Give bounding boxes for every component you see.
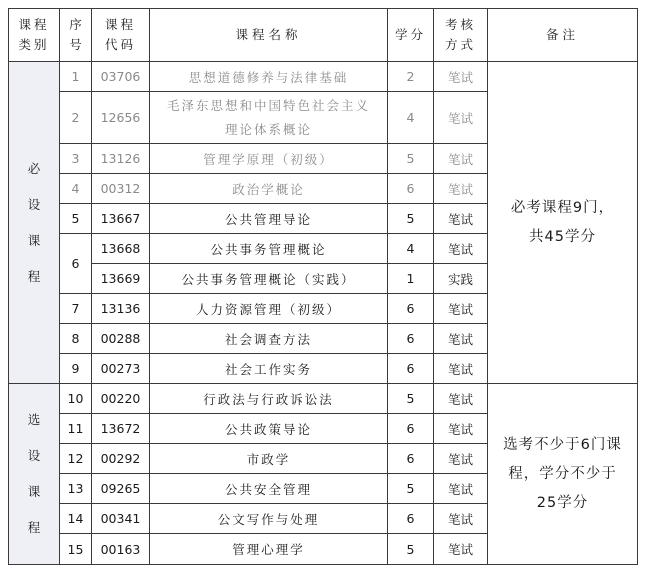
row-code: 13669 [92,264,150,294]
row-course-name: 政治学概论 [150,174,388,204]
row-exam: 笔试 [434,474,488,504]
header-exam: 考核 方式 [434,9,488,62]
row-exam: 笔试 [434,504,488,534]
row-credit: 6 [388,414,434,444]
row-exam: 实践 [434,264,488,294]
row-course-name: 思想道德修养与法律基础 [150,62,388,92]
curriculum-table [8,8,638,565]
row-course-name: 社会工作实务 [150,354,388,384]
row-course-name: 管理学原理（初级） [150,144,388,174]
row-exam: 笔试 [434,144,488,174]
row-code: 00273 [92,354,150,384]
table-row [9,384,638,414]
row-seq: 5 [60,204,92,234]
row-credit: 5 [388,144,434,174]
row-seq: 3 [60,144,92,174]
row-exam: 笔试 [434,414,488,444]
row-seq: 12 [60,444,92,474]
remark-elective-line2: 程，学分不少于 [508,465,617,482]
row-exam: 笔试 [434,92,488,144]
row-course-name: 人力资源管理（初级） [150,294,388,324]
row-credit: 6 [388,294,434,324]
table-row [9,62,638,92]
row-code: 00220 [92,384,150,414]
row-code: 13672 [92,414,150,444]
row-credit: 4 [388,92,434,144]
header-credit: 学分 [388,9,434,62]
row-course-name: 公共安全管理 [150,474,388,504]
row-course-name: 公共事务管理概论 [150,234,388,264]
row-code: 00288 [92,324,150,354]
row-seq: 2 [60,92,92,144]
row-course-name: 行政法与行政诉讼法 [150,384,388,414]
row-credit: 5 [388,204,434,234]
remark-required-line2: 共45学分 [529,228,596,245]
row-seq: 8 [60,324,92,354]
row-exam: 笔试 [434,384,488,414]
row-code: 13136 [92,294,150,324]
remark-elective-line3: 25学分 [536,494,589,511]
header-name: 课程名称 [150,9,388,62]
header-category: 课程 类别 [9,9,60,62]
remark-required [488,62,638,384]
row-credit: 5 [388,384,434,414]
row-course-name: 管理心理学 [150,534,388,565]
header-remark: 备注 [488,9,638,62]
remark-elective [488,384,638,565]
row-code: 00163 [92,534,150,565]
header-seq: 序 号 [60,9,92,62]
row-course-name: 公文写作与处理 [150,504,388,534]
row-credit: 1 [388,264,434,294]
row-seq: 13 [60,474,92,504]
row-exam: 笔试 [434,444,488,474]
remark-required-line1: 必考课程9门， [510,199,615,216]
row-code: 03706 [92,62,150,92]
category-required: 必 设 课 程 [9,62,60,384]
remark-elective-line1: 选考不少于6门课 [503,436,622,453]
header-code: 课程 代码 [92,9,150,62]
row-code: 13668 [92,234,150,264]
row-credit: 6 [388,354,434,384]
row-course-name: 公共政策导论 [150,414,388,444]
row-exam: 笔试 [434,62,488,92]
row-code: 09265 [92,474,150,504]
row-code: 00312 [92,174,150,204]
row-exam: 笔试 [434,174,488,204]
category-elective: 选 设 课 程 [9,384,60,565]
row-seq: 6 [60,234,92,294]
row-credit: 2 [388,62,434,92]
row-seq: 15 [60,534,92,565]
row-seq: 11 [60,414,92,444]
row-exam: 笔试 [434,204,488,234]
row-course-name: 市政学 [150,444,388,474]
row-code: 12656 [92,92,150,144]
row-seq: 1 [60,62,92,92]
row-exam: 笔试 [434,534,488,565]
row-course-name: 公共管理导论 [150,204,388,234]
row-credit: 5 [388,534,434,565]
row-seq: 4 [60,174,92,204]
row-credit: 6 [388,504,434,534]
row-course-name: 社会调查方法 [150,324,388,354]
row-code: 00341 [92,504,150,534]
row-code: 13126 [92,144,150,174]
row-seq: 9 [60,354,92,384]
row-code: 00292 [92,444,150,474]
row-credit: 5 [388,474,434,504]
row-credit: 6 [388,174,434,204]
row-code: 13667 [92,204,150,234]
row-credit: 6 [388,444,434,474]
row-credit: 6 [388,324,434,354]
row-exam: 笔试 [434,324,488,354]
row-course-name: 公共事务管理概论（实践） [150,264,388,294]
row-exam: 笔试 [434,294,488,324]
row-exam: 笔试 [434,354,488,384]
row-credit: 4 [388,234,434,264]
row-course-name: 毛泽东思想和中国特色社会主义 理论体系概论 [150,92,388,144]
row-seq: 7 [60,294,92,324]
row-seq: 14 [60,504,92,534]
header-row [9,9,638,62]
row-seq: 10 [60,384,92,414]
row-exam: 笔试 [434,234,488,264]
